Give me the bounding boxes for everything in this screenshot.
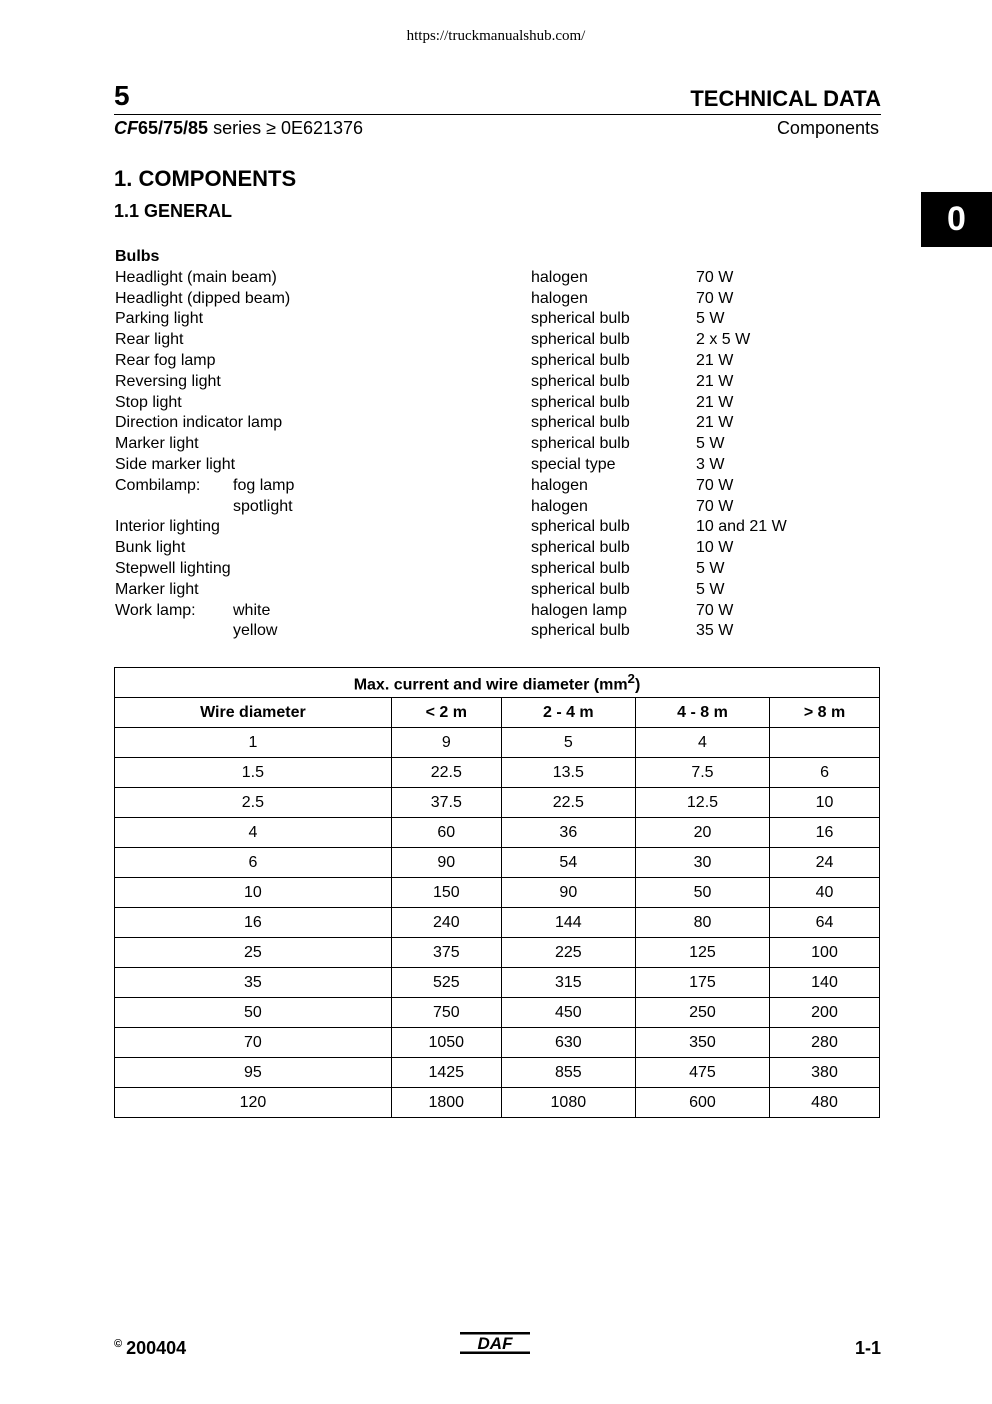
bulb-row xyxy=(115,601,815,622)
chapter-tab: 0 xyxy=(921,192,992,247)
caption-end: ) xyxy=(634,676,641,694)
bulb-row xyxy=(115,621,815,642)
table-row xyxy=(115,818,880,848)
table-caption xyxy=(115,668,880,698)
bulb-name: Rear light xyxy=(115,331,184,349)
logo-text: DAF xyxy=(477,1334,513,1353)
table-header-row xyxy=(115,698,880,728)
bulb-name: Stop light xyxy=(115,393,182,411)
bulb-power: 21 W xyxy=(696,351,734,369)
table-body xyxy=(115,728,880,1118)
table-row xyxy=(115,878,880,908)
table-cell: 36 xyxy=(501,818,635,848)
table-cell: 4 xyxy=(115,818,392,848)
bulb-name: Reversing light xyxy=(115,372,221,390)
bulb-row xyxy=(115,268,815,289)
header-rule xyxy=(114,114,881,115)
table-cell: 64 xyxy=(770,908,880,938)
table-cell: 24 xyxy=(770,848,880,878)
bulb-row xyxy=(115,434,815,455)
table-cell: 16 xyxy=(115,908,392,938)
model-prefix: CF xyxy=(114,118,138,138)
table-cell: 16 xyxy=(770,818,880,848)
copyright-symbol: © xyxy=(114,1338,123,1350)
table-cell: 13.5 xyxy=(501,758,635,788)
bulb-row xyxy=(115,372,815,393)
table-cell: 525 xyxy=(391,968,501,998)
bulb-rows xyxy=(115,268,815,642)
table-cell: 350 xyxy=(635,1028,769,1058)
bulb-name: Side marker light xyxy=(115,455,236,473)
table-cell: 630 xyxy=(501,1028,635,1058)
bulb-name: Bunk light xyxy=(115,539,186,557)
table-cell: 280 xyxy=(770,1028,880,1058)
bulb-name: Headlight (main beam) xyxy=(115,268,277,286)
bulb-subtype: fog lamp xyxy=(233,476,295,494)
bulb-name: Combilamp: xyxy=(115,476,201,494)
bulb-power: 5 W xyxy=(696,310,725,328)
page-number: 1-1 xyxy=(854,1338,881,1358)
table-cell: 750 xyxy=(391,998,501,1028)
footer-date-text: 200404 xyxy=(126,1338,187,1358)
bulb-row xyxy=(115,289,815,310)
table-cell: 1.5 xyxy=(115,758,392,788)
table-cell: 37.5 xyxy=(391,788,501,818)
table-cell: 600 xyxy=(635,1088,769,1118)
table-cell: 140 xyxy=(770,968,880,998)
bulb-power: 5 W xyxy=(696,435,725,453)
bulb-type: halogen xyxy=(531,268,588,286)
bulbs-heading: Bulbs xyxy=(115,248,160,265)
bulb-type: spherical bulb xyxy=(531,580,630,598)
chapter-number: 5 xyxy=(114,80,130,111)
bulb-row xyxy=(115,455,815,476)
bulb-type: spherical bulb xyxy=(531,622,630,640)
bulb-power: 35 W xyxy=(696,622,734,640)
table-cell: 240 xyxy=(391,908,501,938)
bulb-type: halogen xyxy=(531,476,588,494)
table-cell: 4 xyxy=(635,728,769,758)
table-cell: 1425 xyxy=(391,1058,501,1088)
model-line xyxy=(114,118,363,139)
bulb-row xyxy=(115,309,815,330)
bulb-power: 21 W xyxy=(696,372,734,390)
wire-diameter-table xyxy=(114,667,880,1118)
table-cell: 6 xyxy=(770,758,880,788)
table-cell: 2.5 xyxy=(115,788,392,818)
bulb-name: Marker light xyxy=(115,435,199,453)
bulb-type: spherical bulb xyxy=(531,310,630,328)
bulb-name: Parking light xyxy=(115,310,204,328)
column-header: Wire diameter xyxy=(115,698,392,728)
heading-general: 1.1 GENERAL xyxy=(114,201,233,221)
bulb-power: 21 W xyxy=(696,414,734,432)
footer-date xyxy=(114,1338,186,1359)
bulb-row xyxy=(115,517,815,538)
table-cell: 315 xyxy=(501,968,635,998)
bulb-name: Marker light xyxy=(115,580,199,598)
bulb-power: 5 W xyxy=(696,559,725,577)
bulb-power: 3 W xyxy=(696,455,725,473)
table-cell: 1 xyxy=(115,728,392,758)
table-cell: 100 xyxy=(770,938,880,968)
bulb-type: spherical bulb xyxy=(531,351,630,369)
bulb-row xyxy=(115,393,815,414)
table-row xyxy=(115,728,880,758)
table-cell: 6 xyxy=(115,848,392,878)
bulb-power: 70 W xyxy=(696,268,734,286)
table-cell: 25 xyxy=(115,938,392,968)
bulb-subtype: white xyxy=(233,601,271,619)
table-cell: 10 xyxy=(770,788,880,818)
table-cell: 50 xyxy=(115,998,392,1028)
table-cell: 80 xyxy=(635,908,769,938)
table-cell: 1080 xyxy=(501,1088,635,1118)
table-cell: 20 xyxy=(635,818,769,848)
caption-superscript: 2 xyxy=(627,670,635,686)
table-cell: 7.5 xyxy=(635,758,769,788)
bulbs-list xyxy=(115,247,815,642)
table-cell: 1050 xyxy=(391,1028,501,1058)
bulb-row xyxy=(115,538,815,559)
table-cell: 475 xyxy=(635,1058,769,1088)
table-row xyxy=(115,1058,880,1088)
table-cell: 60 xyxy=(391,818,501,848)
table-cell: 855 xyxy=(501,1058,635,1088)
table-cell: 95 xyxy=(115,1058,392,1088)
table-row xyxy=(115,1028,880,1058)
daf-logo xyxy=(460,1332,530,1354)
table-cell: 250 xyxy=(635,998,769,1028)
table-cell: 380 xyxy=(770,1058,880,1088)
bulb-power: 70 W xyxy=(696,476,734,494)
table-cell: 50 xyxy=(635,878,769,908)
table-cell: 120 xyxy=(115,1088,392,1118)
column-header: > 8 m xyxy=(770,698,880,728)
table-row xyxy=(115,758,880,788)
table-cell: 5 xyxy=(501,728,635,758)
bulb-power: 10 W xyxy=(696,539,734,557)
table-cell: 22.5 xyxy=(501,788,635,818)
bulb-type: halogen lamp xyxy=(531,601,628,619)
table-cell xyxy=(770,728,880,758)
table-cell: 30 xyxy=(635,848,769,878)
table-cell: 12.5 xyxy=(635,788,769,818)
column-header: 2 - 4 m xyxy=(501,698,635,728)
bulb-row xyxy=(115,476,815,497)
bulb-name: Stepwell lighting xyxy=(115,559,231,577)
table-row xyxy=(115,848,880,878)
bulb-name: Interior lighting xyxy=(115,518,220,536)
table-cell: 22.5 xyxy=(391,758,501,788)
table-row xyxy=(115,1088,880,1118)
bulb-row xyxy=(115,413,815,434)
bulb-type: spherical bulb xyxy=(531,559,630,577)
column-header: 4 - 8 m xyxy=(635,698,769,728)
table-cell: 10 xyxy=(115,878,392,908)
bulb-power: 70 W xyxy=(696,497,734,515)
bulb-subtype: spotlight xyxy=(233,497,293,515)
bulb-row xyxy=(115,351,815,372)
table-cell: 450 xyxy=(501,998,635,1028)
bulb-power: 21 W xyxy=(696,393,734,411)
bulb-type: spherical bulb xyxy=(531,435,630,453)
bulb-type: spherical bulb xyxy=(531,393,630,411)
table-cell: 90 xyxy=(501,878,635,908)
table-cell: 480 xyxy=(770,1088,880,1118)
bulb-type: spherical bulb xyxy=(531,539,630,557)
bulb-row xyxy=(115,330,815,351)
bulb-name: Direction indicator lamp xyxy=(115,414,283,432)
bulb-name: Work lamp: xyxy=(115,601,196,619)
bulb-row xyxy=(115,580,815,601)
bulb-row xyxy=(115,497,815,518)
table-cell: 125 xyxy=(635,938,769,968)
table-cell: 150 xyxy=(391,878,501,908)
bulb-power: 2 x 5 W xyxy=(696,331,751,349)
table-row xyxy=(115,938,880,968)
bulb-type: halogen xyxy=(531,289,588,307)
bulb-power: 10 and 21 W xyxy=(696,518,787,536)
table-cell: 144 xyxy=(501,908,635,938)
bulb-power: 70 W xyxy=(696,289,734,307)
table-cell: 225 xyxy=(501,938,635,968)
bulb-subtype: yellow xyxy=(233,622,278,640)
bulb-type: spherical bulb xyxy=(531,414,630,432)
caption-text: Max. current and wire diameter (mm xyxy=(353,676,628,694)
source-url[interactable]: https://truckmanualshub.com/ xyxy=(406,28,586,44)
subsection-title: Components xyxy=(776,118,879,138)
table-cell: 1800 xyxy=(391,1088,501,1118)
table-cell: 175 xyxy=(635,968,769,998)
table-cell: 54 xyxy=(501,848,635,878)
bulb-name: Headlight (dipped beam) xyxy=(115,289,291,307)
bulb-row xyxy=(115,559,815,580)
heading-components: 1. COMPONENTS xyxy=(114,166,297,191)
section-title: TECHNICAL DATA xyxy=(690,86,881,111)
table-cell: 375 xyxy=(391,938,501,968)
table-cell: 35 xyxy=(115,968,392,998)
table-row xyxy=(115,968,880,998)
table-cell: 9 xyxy=(391,728,501,758)
table-cell: 40 xyxy=(770,878,880,908)
table-row xyxy=(115,998,880,1028)
bulb-power: 70 W xyxy=(696,601,734,619)
table-cell: 90 xyxy=(391,848,501,878)
model-numbers: 65/75/85 xyxy=(138,118,209,138)
bulb-type: spherical bulb xyxy=(531,372,630,390)
bulb-power: 5 W xyxy=(696,580,725,598)
table-row xyxy=(115,908,880,938)
table-row xyxy=(115,788,880,818)
bulb-type: halogen xyxy=(531,497,588,515)
bulb-type: special type xyxy=(531,455,616,473)
bulb-type: spherical bulb xyxy=(531,331,630,349)
table-cell: 200 xyxy=(770,998,880,1028)
bulb-name: Rear fog lamp xyxy=(115,351,216,369)
table-cell: 70 xyxy=(115,1028,392,1058)
bulb-type: spherical bulb xyxy=(531,518,630,536)
model-series: series ≥ 0E621376 xyxy=(208,118,364,138)
column-header: < 2 m xyxy=(391,698,501,728)
